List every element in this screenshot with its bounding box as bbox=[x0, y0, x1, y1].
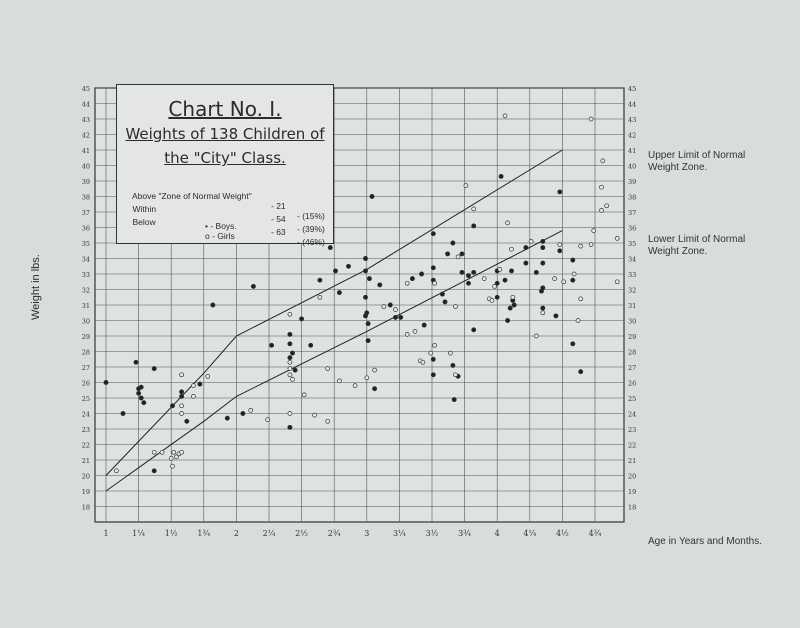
legend-row-label: Below bbox=[132, 217, 156, 227]
boy-point bbox=[270, 343, 274, 347]
y-tick-label-left: 40 bbox=[81, 162, 90, 171]
y-tick-label-left: 34 bbox=[81, 255, 90, 264]
y-tick-label-left: 37 bbox=[81, 209, 90, 217]
boy-point bbox=[431, 373, 435, 377]
title-legend-box bbox=[116, 84, 334, 247]
y-tick-label-left: 20 bbox=[81, 472, 90, 481]
x-tick-label: 3½ bbox=[425, 529, 439, 538]
y-tick-label-left: 32 bbox=[81, 286, 90, 295]
boy-point bbox=[365, 311, 369, 315]
y-axis-label: Weight in lbs. bbox=[30, 254, 42, 320]
boy-point bbox=[309, 343, 313, 347]
girl-point bbox=[464, 184, 468, 188]
boy-point bbox=[440, 292, 444, 296]
girl-point bbox=[433, 343, 437, 347]
x-tick-label: 1¼ bbox=[132, 529, 146, 538]
boy-point bbox=[366, 339, 370, 343]
boy-point bbox=[431, 232, 435, 236]
girl-point bbox=[249, 408, 253, 412]
boy-point bbox=[541, 261, 545, 265]
boy-point bbox=[509, 269, 513, 273]
boy-point bbox=[534, 270, 538, 274]
girl-point bbox=[433, 281, 437, 285]
girl-point bbox=[114, 469, 118, 473]
girl-point bbox=[405, 281, 409, 285]
girl-point bbox=[288, 367, 292, 371]
boy-point bbox=[288, 342, 292, 346]
boy-point bbox=[579, 370, 583, 374]
girl-point bbox=[558, 243, 562, 247]
y-tick-label-right: 19 bbox=[628, 488, 637, 496]
girl-point bbox=[313, 413, 317, 417]
y-tick-label-left: 23 bbox=[81, 426, 90, 434]
girl-point bbox=[288, 373, 292, 377]
y-tick-label-right: 36 bbox=[628, 224, 637, 233]
girl-point bbox=[160, 450, 164, 454]
girl-point bbox=[206, 374, 210, 378]
boy-point bbox=[472, 224, 476, 228]
chart-title: Chart No. I. bbox=[168, 97, 282, 121]
boy-point bbox=[495, 295, 499, 299]
girl-point bbox=[576, 319, 580, 323]
legend-row-count: - 54 bbox=[271, 214, 286, 224]
x-axis-label: Age in Years and Months. bbox=[648, 536, 762, 547]
legend-row-label: Above "Zone of Normal Weight" bbox=[131, 191, 252, 201]
x-tick-label: 2¾ bbox=[327, 529, 341, 538]
boy-point bbox=[366, 322, 370, 326]
y-tick-label-right: 29 bbox=[628, 333, 637, 341]
boy-point bbox=[121, 411, 125, 415]
y-tick-label-right: 30 bbox=[628, 317, 637, 326]
boy-point bbox=[541, 239, 545, 243]
girl-point bbox=[510, 247, 514, 251]
boy-point bbox=[333, 269, 337, 273]
girl-point bbox=[529, 239, 533, 243]
x-tick-label: 1¾ bbox=[197, 529, 211, 538]
boy-point bbox=[460, 270, 464, 274]
girl-point bbox=[318, 295, 322, 299]
legend-row-pct: - (39%) bbox=[297, 224, 325, 234]
y-tick-label-left: 36 bbox=[81, 224, 90, 233]
x-tick-label: 4 bbox=[494, 529, 500, 538]
y-tick-label-right: 40 bbox=[628, 162, 637, 171]
y-tick-label-left: 42 bbox=[81, 131, 90, 140]
girl-point bbox=[448, 351, 452, 355]
y-tick-label-right: 33 bbox=[628, 271, 637, 279]
lower-limit-annotation: Lower Limit of Normal Weight Zone. bbox=[648, 234, 746, 257]
boy-point bbox=[378, 283, 382, 287]
girl-point bbox=[600, 208, 604, 212]
y-tick-label-right: 37 bbox=[628, 209, 637, 217]
boy-point bbox=[503, 278, 507, 282]
girl-point bbox=[353, 384, 357, 388]
x-tick-label: 2¼ bbox=[262, 529, 276, 538]
y-tick-label-right: 31 bbox=[628, 302, 637, 310]
girl-point bbox=[405, 332, 409, 336]
boy-point bbox=[460, 252, 464, 256]
girl-point bbox=[493, 284, 497, 288]
boy-point bbox=[410, 277, 414, 281]
y-tick-label-left: 45 bbox=[81, 85, 90, 93]
y-tick-label-left: 35 bbox=[81, 240, 90, 248]
girl-point bbox=[180, 404, 184, 408]
girl-point bbox=[503, 114, 507, 118]
boy-point bbox=[541, 246, 545, 250]
y-tick-label-left: 41 bbox=[81, 147, 90, 155]
boy-point bbox=[211, 303, 215, 307]
girl-point bbox=[490, 298, 494, 302]
y-tick-label-left: 25 bbox=[81, 395, 90, 403]
boy-point bbox=[393, 315, 397, 319]
girl-point bbox=[171, 464, 175, 468]
y-tick-label-left: 33 bbox=[81, 271, 90, 279]
legend-row-pct: - (15%) bbox=[297, 211, 325, 221]
boy-point bbox=[293, 368, 297, 372]
boy-point bbox=[152, 367, 156, 371]
girl-point bbox=[553, 277, 557, 281]
girl-point bbox=[601, 159, 605, 163]
x-tick-label: 4¾ bbox=[588, 529, 602, 538]
x-tick-label: 4¼ bbox=[523, 529, 537, 538]
boy-point bbox=[241, 411, 245, 415]
girl-point bbox=[472, 207, 476, 211]
y-tick-label-left: 18 bbox=[81, 503, 90, 512]
legend-row-pct: - (46%) bbox=[297, 237, 325, 247]
girl-point bbox=[511, 295, 515, 299]
boy-point bbox=[524, 246, 528, 250]
girl-point bbox=[589, 243, 593, 247]
y-tick-label-right: 42 bbox=[628, 131, 637, 140]
y-tick-label-right: 20 bbox=[628, 472, 637, 481]
girl-point bbox=[454, 305, 458, 309]
boy-point bbox=[443, 300, 447, 304]
boy-point bbox=[137, 387, 141, 391]
y-tick-label-left: 21 bbox=[81, 457, 90, 465]
boy-point bbox=[370, 194, 374, 198]
girl-point bbox=[456, 255, 460, 259]
girl-point bbox=[373, 368, 377, 372]
y-tick-label-left: 24 bbox=[81, 410, 90, 419]
boy-point bbox=[452, 398, 456, 402]
boy-point bbox=[431, 357, 435, 361]
girl-point bbox=[541, 311, 545, 315]
boy-point bbox=[288, 356, 292, 360]
x-tick-label: 3 bbox=[364, 529, 370, 538]
y-tick-label-left: 39 bbox=[81, 178, 90, 186]
girl-point bbox=[180, 450, 184, 454]
girl-point bbox=[180, 373, 184, 377]
boy-point bbox=[170, 404, 174, 408]
y-tick-label-right: 39 bbox=[628, 178, 637, 186]
boy-point bbox=[558, 249, 562, 253]
girl-point bbox=[534, 334, 538, 338]
x-tick-label: 2½ bbox=[295, 529, 309, 538]
y-tick-label-right: 25 bbox=[628, 395, 637, 403]
boy-point bbox=[180, 390, 184, 394]
boy-point bbox=[541, 286, 545, 290]
girl-point bbox=[191, 384, 195, 388]
boy-point bbox=[373, 387, 377, 391]
girl-point bbox=[615, 236, 619, 240]
girl-point bbox=[394, 308, 398, 312]
boy-point bbox=[300, 317, 304, 321]
girl-point bbox=[600, 185, 604, 189]
boy-point bbox=[420, 272, 424, 276]
boy-point bbox=[451, 241, 455, 245]
y-tick-label-left: 30 bbox=[81, 317, 90, 326]
y-tick-label-left: 28 bbox=[81, 348, 90, 357]
boy-point bbox=[446, 252, 450, 256]
girl-point bbox=[302, 393, 306, 397]
girl-point bbox=[579, 244, 583, 248]
girl-point bbox=[615, 280, 619, 284]
boy-point bbox=[104, 380, 108, 384]
girl-point bbox=[326, 367, 330, 371]
boy-point bbox=[571, 258, 575, 262]
x-tick-label: 1½ bbox=[164, 529, 178, 538]
boy-point bbox=[134, 360, 138, 364]
y-tick-label-left: 29 bbox=[81, 333, 90, 341]
y-tick-label-left: 43 bbox=[81, 116, 90, 124]
boy-point bbox=[137, 391, 141, 395]
y-tick-label-right: 23 bbox=[628, 426, 637, 434]
boy-point bbox=[337, 291, 341, 295]
boy-point bbox=[363, 269, 367, 273]
boy-point bbox=[139, 396, 143, 400]
legend-row-count: - 63 bbox=[271, 227, 286, 237]
y-tick-label-right: 24 bbox=[628, 410, 637, 419]
boy-point bbox=[180, 394, 184, 398]
boy-point bbox=[512, 303, 516, 307]
legend-row-count: - 21 bbox=[271, 201, 286, 211]
girl-point bbox=[337, 379, 341, 383]
boy-point bbox=[225, 416, 229, 420]
boy-point bbox=[288, 332, 292, 336]
girl-point bbox=[288, 412, 292, 416]
girl-point bbox=[506, 221, 510, 225]
boy-point bbox=[367, 277, 371, 281]
boy-point bbox=[318, 278, 322, 282]
boy-point bbox=[541, 306, 545, 310]
x-tick-label: 4½ bbox=[555, 529, 569, 538]
boy-point bbox=[363, 295, 367, 299]
upper-limit-annotation: Upper Limit of Normal Weight Zone. bbox=[648, 150, 746, 173]
boy-point bbox=[290, 351, 294, 355]
girl-point bbox=[454, 373, 458, 377]
girl-point bbox=[266, 418, 270, 422]
girl-point bbox=[579, 297, 583, 301]
y-tick-label-left: 22 bbox=[81, 441, 90, 450]
y-tick-label-right: 26 bbox=[628, 379, 637, 388]
girl-point bbox=[482, 277, 486, 281]
girl-point bbox=[562, 280, 566, 284]
y-tick-label-right: 45 bbox=[628, 85, 637, 93]
y-tick-label-right: 43 bbox=[628, 116, 637, 124]
girl-point bbox=[169, 456, 173, 460]
girl-point bbox=[172, 450, 176, 454]
boy-point bbox=[506, 318, 510, 322]
girl-point bbox=[365, 376, 369, 380]
boy-point bbox=[558, 190, 562, 194]
girl-point bbox=[498, 267, 502, 271]
boy-point bbox=[288, 425, 292, 429]
boy-point bbox=[524, 261, 528, 265]
boy-point bbox=[142, 401, 146, 405]
boy-point bbox=[422, 323, 426, 327]
boy-point bbox=[152, 469, 156, 473]
boy-point bbox=[451, 363, 455, 367]
y-tick-label-left: 31 bbox=[81, 302, 90, 310]
x-tick-label: 2 bbox=[233, 529, 239, 538]
y-tick-label-right: 27 bbox=[628, 364, 637, 372]
boy-point bbox=[571, 342, 575, 346]
chart-subtitle-2: the "City" Class. bbox=[164, 149, 286, 167]
y-tick-label-right: 35 bbox=[628, 240, 637, 248]
girl-point bbox=[152, 450, 156, 454]
girl-point bbox=[429, 351, 433, 355]
boy-point bbox=[363, 256, 367, 260]
y-tick-label-right: 18 bbox=[628, 503, 637, 512]
boy-point bbox=[472, 328, 476, 332]
boy-point bbox=[466, 281, 470, 285]
boy-point bbox=[388, 303, 392, 307]
legend-boys: • - Boys. bbox=[205, 221, 237, 231]
y-tick-label-right: 32 bbox=[628, 286, 637, 295]
boy-point bbox=[508, 306, 512, 310]
girl-point bbox=[288, 360, 292, 364]
girl-point bbox=[291, 377, 295, 381]
girl-point bbox=[326, 419, 330, 423]
boy-point bbox=[571, 278, 575, 282]
boy-point bbox=[328, 246, 332, 250]
girl-point bbox=[572, 272, 576, 276]
girl-point bbox=[288, 312, 292, 316]
y-tick-label-right: 34 bbox=[628, 255, 637, 264]
x-tick-label: 1 bbox=[103, 529, 109, 538]
boy-point bbox=[472, 270, 476, 274]
y-tick-label-right: 22 bbox=[628, 441, 637, 450]
girl-point bbox=[592, 229, 596, 233]
y-tick-label-right: 21 bbox=[628, 457, 637, 465]
girl-point bbox=[605, 204, 609, 208]
boy-point bbox=[466, 274, 470, 278]
y-tick-label-left: 26 bbox=[81, 379, 90, 388]
chart-subtitle: Weights of 138 Children of bbox=[125, 125, 325, 143]
boy-point bbox=[185, 419, 189, 423]
boy-point bbox=[554, 314, 558, 318]
boy-point bbox=[251, 284, 255, 288]
boy-point bbox=[346, 264, 350, 268]
girl-point bbox=[421, 360, 425, 364]
y-tick-label-right: 44 bbox=[628, 100, 637, 109]
girl-point bbox=[589, 117, 593, 121]
y-tick-label-right: 41 bbox=[628, 147, 637, 155]
y-tick-label-right: 38 bbox=[628, 193, 637, 202]
y-tick-label-left: 27 bbox=[81, 364, 90, 372]
boy-point bbox=[499, 174, 503, 178]
girl-point bbox=[191, 394, 195, 398]
legend-girls: o - Girls bbox=[205, 231, 235, 241]
y-tick-label-left: 19 bbox=[81, 488, 90, 496]
y-tick-label-left: 38 bbox=[81, 193, 90, 202]
boy-point bbox=[399, 315, 403, 319]
girl-point bbox=[413, 329, 417, 333]
legend-row-label: Within bbox=[132, 204, 157, 214]
y-tick-label-right: 28 bbox=[628, 348, 637, 357]
girl-point bbox=[382, 305, 386, 309]
girl-point bbox=[180, 412, 184, 416]
boy-point bbox=[198, 382, 202, 386]
boy-point bbox=[431, 266, 435, 270]
x-tick-label: 3¼ bbox=[392, 529, 406, 538]
x-tick-label: 3¾ bbox=[458, 529, 472, 538]
y-tick-label-left: 44 bbox=[81, 100, 90, 109]
